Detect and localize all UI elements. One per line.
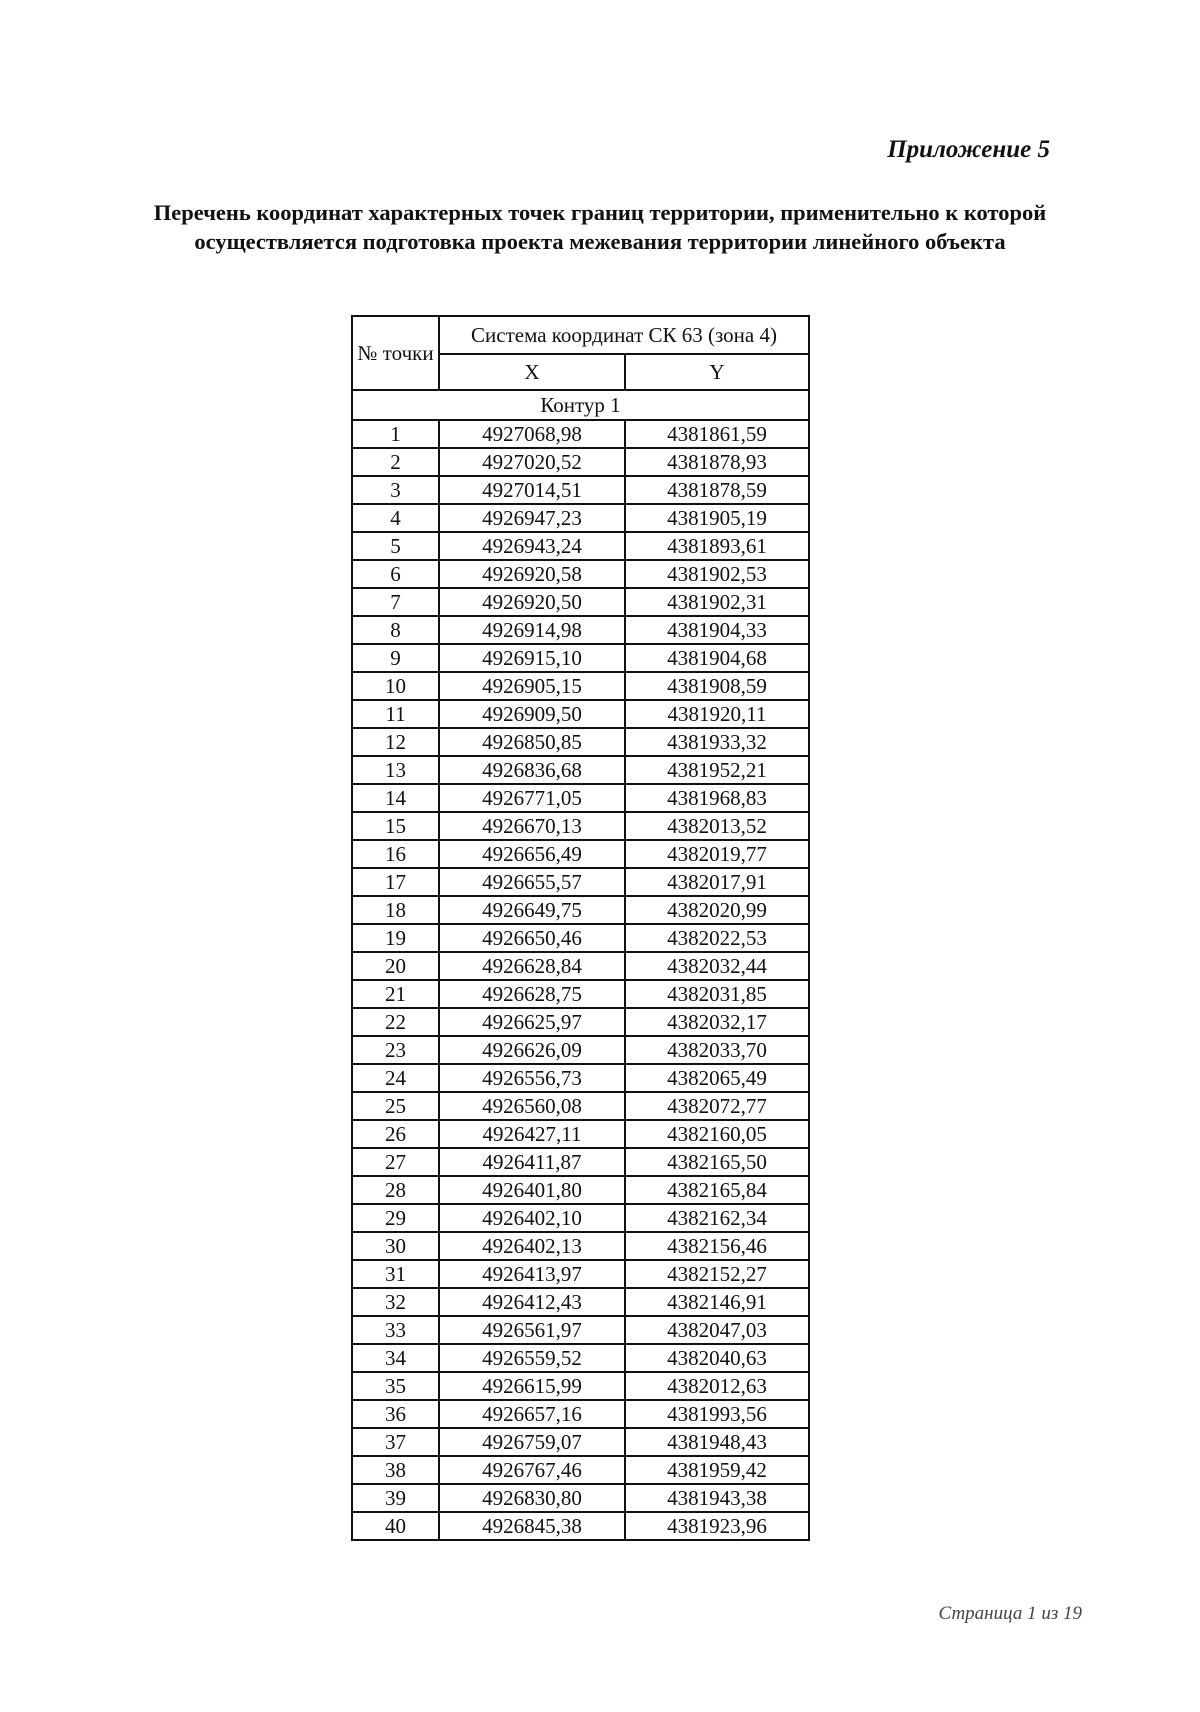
y-coordinate-cell: 4381908,59 bbox=[625, 672, 809, 700]
y-coordinate-cell: 4382160,05 bbox=[625, 1120, 809, 1148]
y-coordinate-cell: 4381920,11 bbox=[625, 700, 809, 728]
x-coordinate-cell: 4926915,10 bbox=[439, 644, 625, 672]
point-number-cell: 30 bbox=[352, 1232, 439, 1260]
table-row bbox=[352, 1204, 809, 1232]
y-coordinate-cell: 4381923,96 bbox=[625, 1512, 809, 1540]
table-row bbox=[352, 1036, 809, 1064]
contour-label: Контур 1 bbox=[352, 390, 809, 420]
point-number-cell: 15 bbox=[352, 812, 439, 840]
coordinates-table bbox=[351, 315, 810, 1541]
y-coordinate-cell: 4381905,19 bbox=[625, 504, 809, 532]
y-coordinate-cell: 4381943,38 bbox=[625, 1484, 809, 1512]
table-row bbox=[352, 1456, 809, 1484]
table-row bbox=[352, 616, 809, 644]
point-number-cell: 13 bbox=[352, 756, 439, 784]
header-x: X bbox=[439, 354, 625, 390]
table-row bbox=[352, 952, 809, 980]
appendix-label: Приложение 5 bbox=[887, 136, 1050, 163]
table-row bbox=[352, 644, 809, 672]
y-coordinate-cell: 4381904,33 bbox=[625, 616, 809, 644]
table-row bbox=[352, 1064, 809, 1092]
point-number-cell: 12 bbox=[352, 728, 439, 756]
x-coordinate-cell: 4926943,24 bbox=[439, 532, 625, 560]
point-number-cell: 29 bbox=[352, 1204, 439, 1232]
y-coordinate-cell: 4381968,83 bbox=[625, 784, 809, 812]
table-row bbox=[352, 728, 809, 756]
point-number-cell: 14 bbox=[352, 784, 439, 812]
x-coordinate-cell: 4926914,98 bbox=[439, 616, 625, 644]
point-number-cell: 5 bbox=[352, 532, 439, 560]
y-coordinate-cell: 4382165,50 bbox=[625, 1148, 809, 1176]
table-row bbox=[352, 1512, 809, 1540]
y-coordinate-cell: 4382152,27 bbox=[625, 1260, 809, 1288]
x-coordinate-cell: 4926909,50 bbox=[439, 700, 625, 728]
table-row bbox=[352, 700, 809, 728]
y-coordinate-cell: 4382012,63 bbox=[625, 1372, 809, 1400]
point-number-cell: 2 bbox=[352, 448, 439, 476]
table-row bbox=[352, 896, 809, 924]
y-coordinate-cell: 4381959,42 bbox=[625, 1456, 809, 1484]
point-number-cell: 16 bbox=[352, 840, 439, 868]
table-row bbox=[352, 756, 809, 784]
header-point-number: № точки bbox=[352, 316, 439, 390]
x-coordinate-cell: 4926412,43 bbox=[439, 1288, 625, 1316]
point-number-cell: 4 bbox=[352, 504, 439, 532]
point-number-cell: 22 bbox=[352, 1008, 439, 1036]
point-number-cell: 1 bbox=[352, 420, 439, 448]
x-coordinate-cell: 4926845,38 bbox=[439, 1512, 625, 1540]
x-coordinate-cell: 4926411,87 bbox=[439, 1148, 625, 1176]
table-row bbox=[352, 476, 809, 504]
point-number-cell: 20 bbox=[352, 952, 439, 980]
table-row bbox=[352, 588, 809, 616]
table-row bbox=[352, 868, 809, 896]
table-row bbox=[352, 420, 809, 448]
y-coordinate-cell: 4381893,61 bbox=[625, 532, 809, 560]
y-coordinate-cell: 4382156,46 bbox=[625, 1232, 809, 1260]
table-row bbox=[352, 1288, 809, 1316]
x-coordinate-cell: 4926655,57 bbox=[439, 868, 625, 896]
y-coordinate-cell: 4382032,17 bbox=[625, 1008, 809, 1036]
x-coordinate-cell: 4927068,98 bbox=[439, 420, 625, 448]
y-coordinate-cell: 4381902,31 bbox=[625, 588, 809, 616]
y-coordinate-cell: 4382065,49 bbox=[625, 1064, 809, 1092]
point-number-cell: 33 bbox=[352, 1316, 439, 1344]
y-coordinate-cell: 4382033,70 bbox=[625, 1036, 809, 1064]
x-coordinate-cell: 4926947,23 bbox=[439, 504, 625, 532]
y-coordinate-cell: 4381878,59 bbox=[625, 476, 809, 504]
point-number-cell: 37 bbox=[352, 1428, 439, 1456]
table-row bbox=[352, 1232, 809, 1260]
point-number-cell: 21 bbox=[352, 980, 439, 1008]
x-coordinate-cell: 4927014,51 bbox=[439, 476, 625, 504]
x-coordinate-cell: 4926559,52 bbox=[439, 1344, 625, 1372]
header-y: Y bbox=[625, 354, 809, 390]
x-coordinate-cell: 4926625,97 bbox=[439, 1008, 625, 1036]
point-number-cell: 9 bbox=[352, 644, 439, 672]
table-row bbox=[352, 784, 809, 812]
x-coordinate-cell: 4926556,73 bbox=[439, 1064, 625, 1092]
x-coordinate-cell: 4926402,10 bbox=[439, 1204, 625, 1232]
x-coordinate-cell: 4926759,07 bbox=[439, 1428, 625, 1456]
x-coordinate-cell: 4926401,80 bbox=[439, 1176, 625, 1204]
y-coordinate-cell: 4382165,84 bbox=[625, 1176, 809, 1204]
point-number-cell: 10 bbox=[352, 672, 439, 700]
x-coordinate-cell: 4926649,75 bbox=[439, 896, 625, 924]
page-number: Страница 1 из 19 bbox=[938, 1603, 1082, 1624]
x-coordinate-cell: 4926561,97 bbox=[439, 1316, 625, 1344]
point-number-cell: 32 bbox=[352, 1288, 439, 1316]
page-title: Перечень координат характерных точек границ территории, применительно к которой осуществляется подготовка проекта межевания территории линейного объекта bbox=[153, 200, 1047, 254]
point-number-cell: 17 bbox=[352, 868, 439, 896]
x-coordinate-cell: 4926656,49 bbox=[439, 840, 625, 868]
table-row bbox=[352, 1008, 809, 1036]
y-coordinate-cell: 4381933,32 bbox=[625, 728, 809, 756]
table-row bbox=[352, 812, 809, 840]
header-coordinate-system: Система координат СК 63 (зона 4) bbox=[439, 316, 809, 354]
x-coordinate-cell: 4926670,13 bbox=[439, 812, 625, 840]
table-row bbox=[352, 1344, 809, 1372]
x-coordinate-cell: 4926402,13 bbox=[439, 1232, 625, 1260]
point-number-cell: 7 bbox=[352, 588, 439, 616]
point-number-cell: 25 bbox=[352, 1092, 439, 1120]
x-coordinate-cell: 4926771,05 bbox=[439, 784, 625, 812]
table-row bbox=[352, 980, 809, 1008]
table-row bbox=[352, 1260, 809, 1288]
y-coordinate-cell: 4381904,68 bbox=[625, 644, 809, 672]
x-coordinate-cell: 4926628,84 bbox=[439, 952, 625, 980]
y-coordinate-cell: 4382013,52 bbox=[625, 812, 809, 840]
table-row bbox=[352, 1092, 809, 1120]
table-row bbox=[352, 1428, 809, 1456]
table-row bbox=[352, 1316, 809, 1344]
x-coordinate-cell: 4926560,08 bbox=[439, 1092, 625, 1120]
y-coordinate-cell: 4382017,91 bbox=[625, 868, 809, 896]
y-coordinate-cell: 4381878,93 bbox=[625, 448, 809, 476]
table-row bbox=[352, 560, 809, 588]
point-number-cell: 24 bbox=[352, 1064, 439, 1092]
y-coordinate-cell: 4382040,63 bbox=[625, 1344, 809, 1372]
table-row bbox=[352, 672, 809, 700]
point-number-cell: 19 bbox=[352, 924, 439, 952]
x-coordinate-cell: 4926657,16 bbox=[439, 1400, 625, 1428]
y-coordinate-cell: 4382047,03 bbox=[625, 1316, 809, 1344]
point-number-cell: 26 bbox=[352, 1120, 439, 1148]
point-number-cell: 31 bbox=[352, 1260, 439, 1288]
table-row bbox=[352, 1148, 809, 1176]
point-number-cell: 39 bbox=[352, 1484, 439, 1512]
y-coordinate-cell: 4381948,43 bbox=[625, 1428, 809, 1456]
point-number-cell: 28 bbox=[352, 1176, 439, 1204]
x-coordinate-cell: 4926427,11 bbox=[439, 1120, 625, 1148]
y-coordinate-cell: 4382020,99 bbox=[625, 896, 809, 924]
table-row bbox=[352, 840, 809, 868]
y-coordinate-cell: 4382031,85 bbox=[625, 980, 809, 1008]
table-row bbox=[352, 1400, 809, 1428]
y-coordinate-cell: 4381993,56 bbox=[625, 1400, 809, 1428]
table-row bbox=[352, 1372, 809, 1400]
table-row bbox=[352, 1120, 809, 1148]
y-coordinate-cell: 4382022,53 bbox=[625, 924, 809, 952]
table-row bbox=[352, 504, 809, 532]
point-number-cell: 23 bbox=[352, 1036, 439, 1064]
y-coordinate-cell: 4381952,21 bbox=[625, 756, 809, 784]
x-coordinate-cell: 4926850,85 bbox=[439, 728, 625, 756]
table-row bbox=[352, 1484, 809, 1512]
x-coordinate-cell: 4926626,09 bbox=[439, 1036, 625, 1064]
y-coordinate-cell: 4382032,44 bbox=[625, 952, 809, 980]
x-coordinate-cell: 4927020,52 bbox=[439, 448, 625, 476]
x-coordinate-cell: 4926920,58 bbox=[439, 560, 625, 588]
table-row bbox=[352, 924, 809, 952]
x-coordinate-cell: 4926413,97 bbox=[439, 1260, 625, 1288]
x-coordinate-cell: 4926905,15 bbox=[439, 672, 625, 700]
point-number-cell: 40 bbox=[352, 1512, 439, 1540]
y-coordinate-cell: 4382019,77 bbox=[625, 840, 809, 868]
y-coordinate-cell: 4381902,53 bbox=[625, 560, 809, 588]
x-coordinate-cell: 4926628,75 bbox=[439, 980, 625, 1008]
y-coordinate-cell: 4381861,59 bbox=[625, 420, 809, 448]
point-number-cell: 8 bbox=[352, 616, 439, 644]
point-number-cell: 3 bbox=[352, 476, 439, 504]
y-coordinate-cell: 4382072,77 bbox=[625, 1092, 809, 1120]
y-coordinate-cell: 4382162,34 bbox=[625, 1204, 809, 1232]
point-number-cell: 36 bbox=[352, 1400, 439, 1428]
point-number-cell: 6 bbox=[352, 560, 439, 588]
x-coordinate-cell: 4926920,50 bbox=[439, 588, 625, 616]
point-number-cell: 38 bbox=[352, 1456, 439, 1484]
table-row bbox=[352, 1176, 809, 1204]
point-number-cell: 34 bbox=[352, 1344, 439, 1372]
y-coordinate-cell: 4382146,91 bbox=[625, 1288, 809, 1316]
point-number-cell: 18 bbox=[352, 896, 439, 924]
x-coordinate-cell: 4926836,68 bbox=[439, 756, 625, 784]
x-coordinate-cell: 4926615,99 bbox=[439, 1372, 625, 1400]
x-coordinate-cell: 4926650,46 bbox=[439, 924, 625, 952]
point-number-cell: 27 bbox=[352, 1148, 439, 1176]
x-coordinate-cell: 4926830,80 bbox=[439, 1484, 625, 1512]
table-row bbox=[352, 532, 809, 560]
point-number-cell: 35 bbox=[352, 1372, 439, 1400]
table-row bbox=[352, 448, 809, 476]
x-coordinate-cell: 4926767,46 bbox=[439, 1456, 625, 1484]
point-number-cell: 11 bbox=[352, 700, 439, 728]
